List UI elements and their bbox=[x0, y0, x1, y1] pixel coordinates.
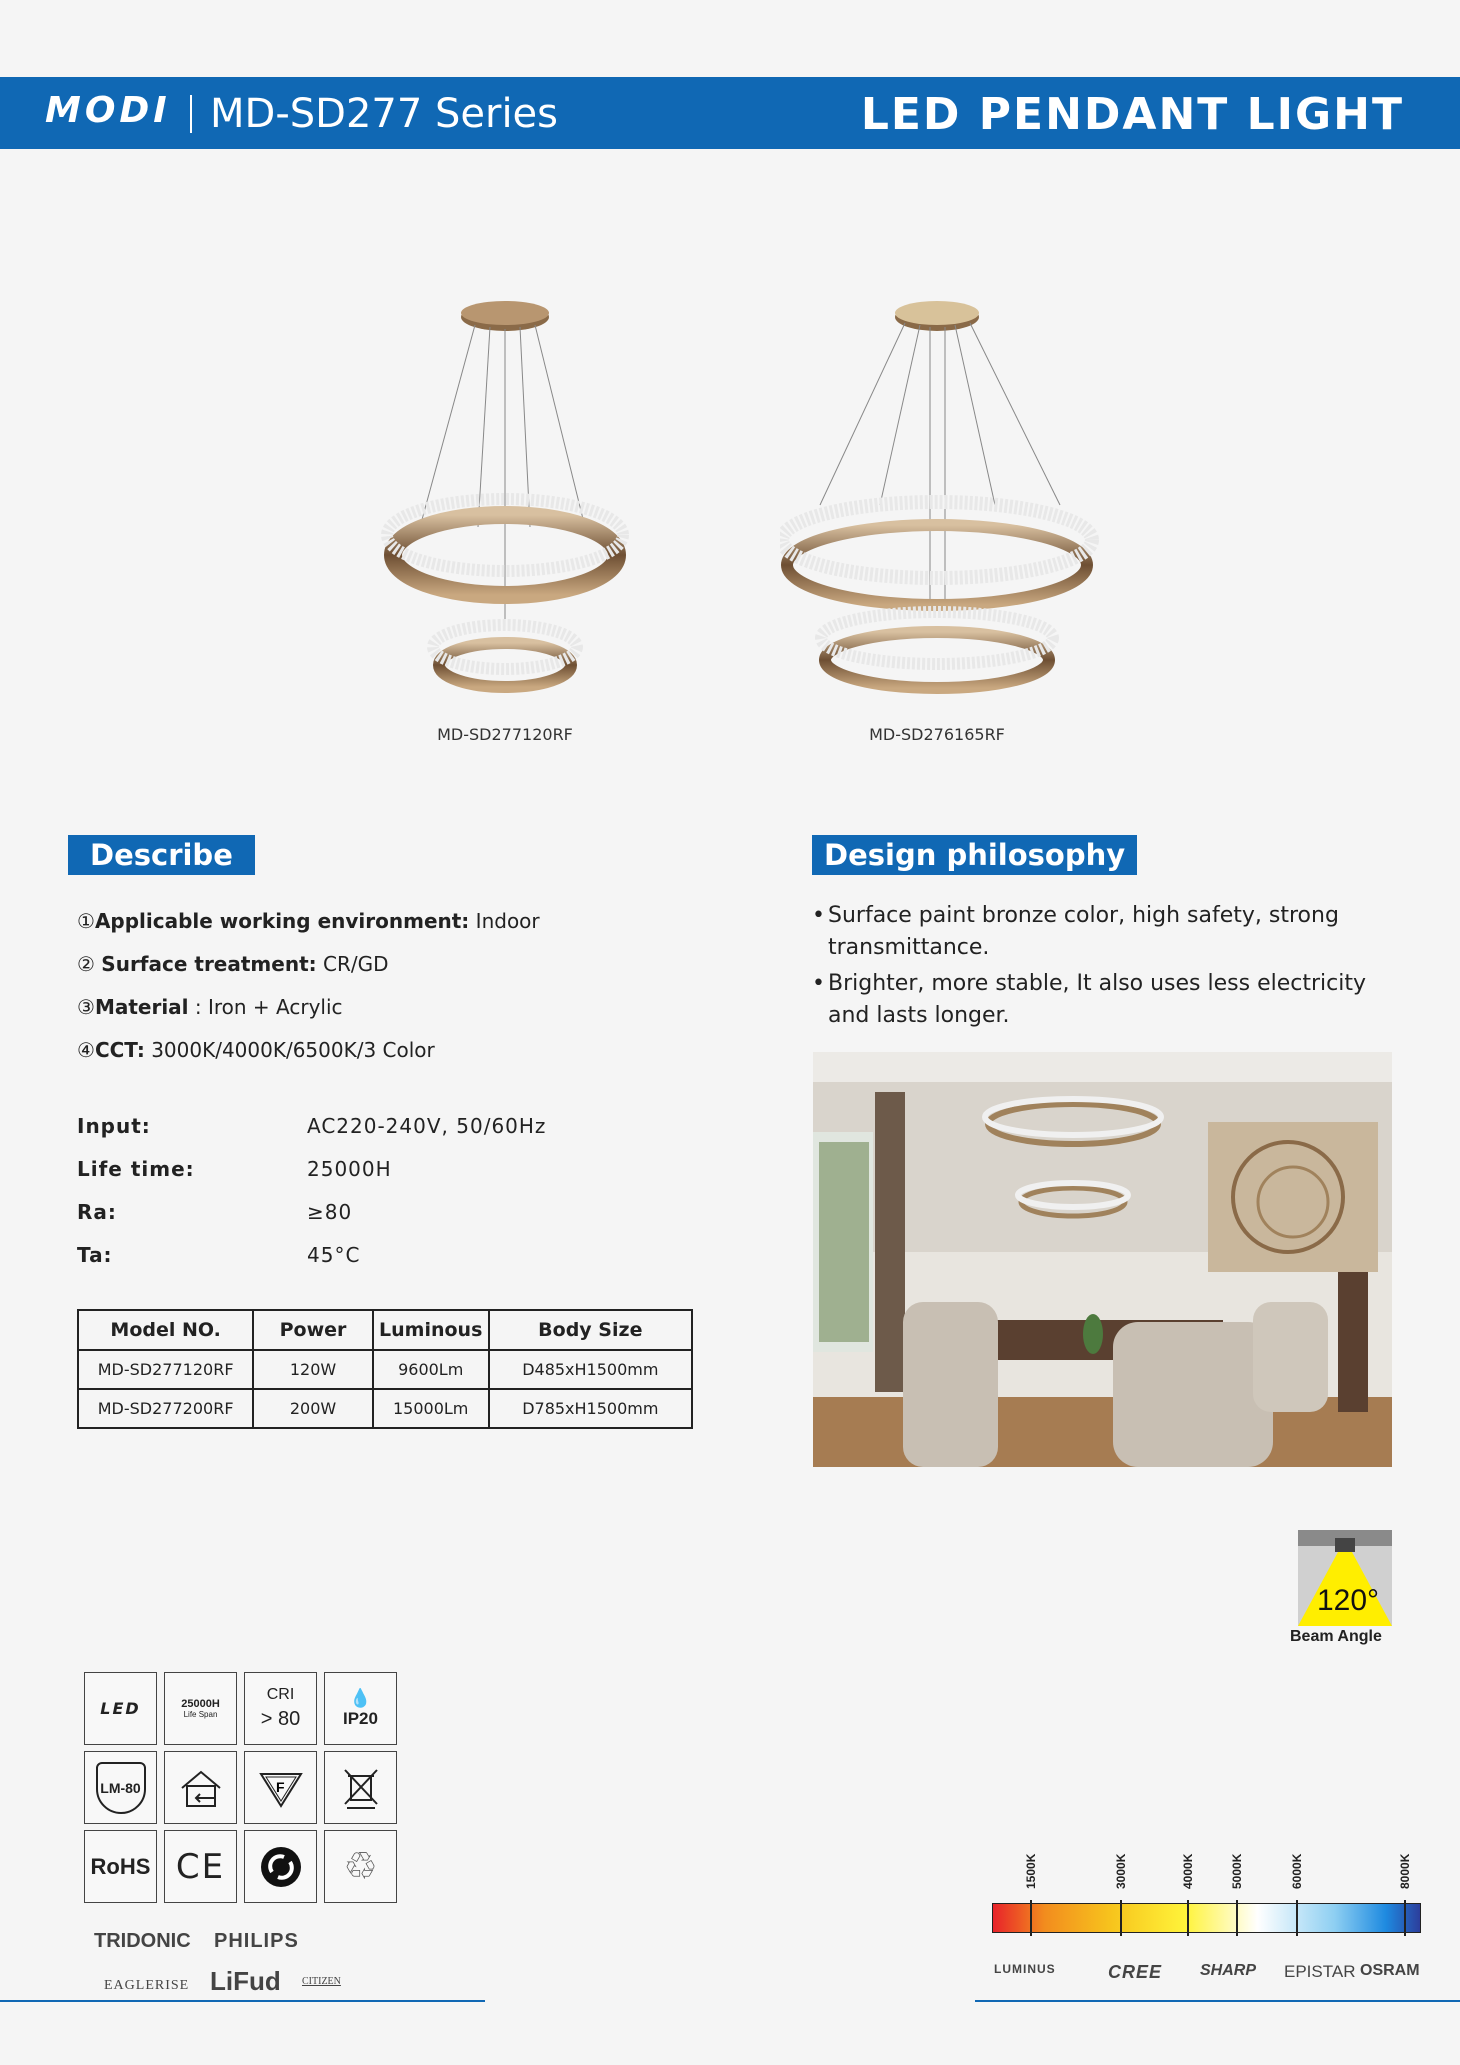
table-header: Model NO. bbox=[78, 1310, 253, 1350]
product-type-title: LED PENDANT LIGHT bbox=[860, 89, 1404, 140]
table-header: Power bbox=[253, 1310, 372, 1350]
cct-label: 1500K bbox=[1024, 1853, 1038, 1889]
rohs-icon: RoHS bbox=[84, 1830, 157, 1903]
svg-text:F: F bbox=[275, 1778, 285, 1795]
spec-input: Input: AC220-240V, 50/60Hz bbox=[77, 1114, 547, 1138]
cct-tick bbox=[1236, 1900, 1238, 1936]
brand-philips: PHILIPS bbox=[214, 1930, 299, 1952]
cct-label: 4000K bbox=[1181, 1853, 1195, 1889]
design-bullets bbox=[812, 900, 1392, 1036]
life-span-icon: 25000H Life Span bbox=[164, 1672, 237, 1745]
product-image-1 bbox=[380, 295, 650, 695]
led-icon: LED bbox=[84, 1672, 157, 1745]
beam-angle-label: Beam Angle bbox=[1290, 1628, 1382, 1645]
brand-lifud: LiFud bbox=[210, 1966, 281, 1996]
spec-ra: Ra: ≥80 bbox=[77, 1200, 353, 1224]
cri-icon: CRI > 80 bbox=[244, 1672, 317, 1745]
product-caption-2: MD-SD276165RF bbox=[869, 725, 1005, 744]
logo-divider bbox=[190, 95, 192, 133]
cct-tick bbox=[1187, 1900, 1189, 1936]
cct-label: 5000K bbox=[1230, 1853, 1244, 1889]
describe-line-environment: ①Applicable working environment: Indoor bbox=[77, 909, 540, 933]
footer-rule-left bbox=[0, 2000, 485, 2002]
recycle-icon: ♲ bbox=[324, 1830, 397, 1903]
table-cell: 9600Lm bbox=[373, 1350, 489, 1389]
footer-rule-right bbox=[975, 2000, 1460, 2002]
table-cell: 200W bbox=[253, 1389, 372, 1428]
dining-room-photo bbox=[813, 1052, 1392, 1467]
brand-sharp: SHARP bbox=[1200, 1962, 1257, 1979]
certification-icons bbox=[84, 1672, 397, 1903]
table-header: Luminous bbox=[373, 1310, 489, 1350]
describe-list bbox=[77, 900, 737, 1072]
product-image-2 bbox=[780, 295, 1100, 695]
product-caption-1: MD-SD277120RF bbox=[437, 725, 573, 744]
series-title: MD-SD277 Series bbox=[210, 91, 559, 137]
design-bullet: • Brighter, more stable, It also uses less electricity and lasts longer. bbox=[812, 968, 1392, 1032]
describe-line-cct: ④CCT: 3000K/4000K/6500K/3 Color bbox=[77, 1038, 435, 1062]
brand-eaglerise: EAGLERISE bbox=[104, 1978, 190, 1993]
table-cell: MD-SD277200RF bbox=[78, 1389, 253, 1428]
design-bullet: • Surface paint bronze color, high safety, strong transmittance. bbox=[812, 900, 1392, 964]
lm80-icon: LM-80 bbox=[84, 1751, 157, 1824]
table-cell: MD-SD277120RF bbox=[78, 1350, 253, 1389]
cct-tick bbox=[1030, 1900, 1032, 1936]
table-row bbox=[78, 1389, 692, 1428]
ce-icon: CE bbox=[164, 1830, 237, 1903]
cct-label: 6000K bbox=[1290, 1853, 1304, 1889]
brand-luminus: LUMINUS bbox=[994, 1962, 1056, 1976]
weee-bin-icon bbox=[324, 1751, 397, 1824]
table-header-row bbox=[78, 1310, 692, 1350]
describe-line-surface: ② Surface treatment: CR/GD bbox=[77, 952, 389, 976]
table-row bbox=[78, 1350, 692, 1389]
describe-heading: Describe bbox=[68, 835, 255, 875]
spec-ta: Ta: 45°C bbox=[77, 1243, 361, 1267]
table-cell: 15000Lm bbox=[373, 1389, 489, 1428]
cct-tick bbox=[1120, 1900, 1122, 1936]
brand-tridonic: TRIDONIC bbox=[94, 1930, 191, 1952]
cct-label: 8000K bbox=[1398, 1853, 1412, 1889]
f-mark-icon bbox=[244, 1751, 317, 1824]
brand-osram: OSRAM bbox=[1360, 1962, 1420, 1979]
describe-line-material: ③Material : Iron + Acrylic bbox=[77, 995, 343, 1019]
indoor-house-icon bbox=[164, 1751, 237, 1824]
design-heading: Design philosophy bbox=[812, 835, 1137, 875]
cct-tick bbox=[1404, 1900, 1406, 1936]
table-cell: D785xH1500mm bbox=[489, 1389, 692, 1428]
brand-citizen: CITIZEN bbox=[302, 1976, 341, 1987]
table-header: Body Size bbox=[489, 1310, 692, 1350]
header-bar bbox=[0, 77, 1460, 149]
cct-label: 3000K bbox=[1114, 1853, 1128, 1889]
brand-cree: CREE bbox=[1108, 1962, 1163, 1982]
brand-logo: MODI bbox=[45, 90, 171, 131]
table-cell: 120W bbox=[253, 1350, 372, 1389]
cct-tick bbox=[1296, 1900, 1298, 1936]
ip20-icon: 💧 IP20 bbox=[324, 1672, 397, 1745]
beam-angle-value: 120° bbox=[1317, 1584, 1380, 1617]
green-dot-icon bbox=[244, 1830, 317, 1903]
model-table bbox=[77, 1309, 693, 1429]
spec-lifetime: Life time: 25000H bbox=[77, 1157, 392, 1181]
brand-epistar: EPISTAR bbox=[1284, 1962, 1356, 1981]
color-temperature-bar bbox=[992, 1903, 1421, 1933]
spec-list bbox=[77, 1105, 717, 1277]
table-cell: D485xH1500mm bbox=[489, 1350, 692, 1389]
